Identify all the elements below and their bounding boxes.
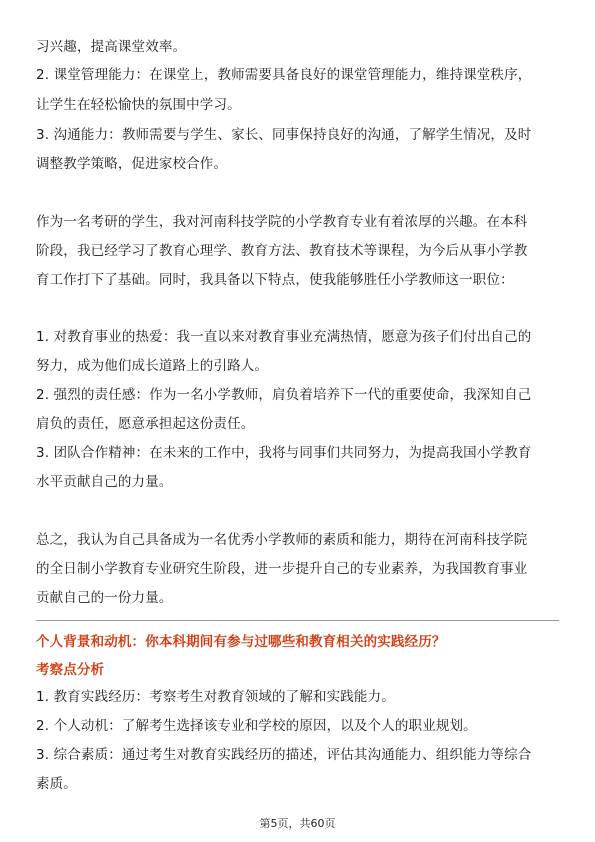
- analysis-item: 3. 综合素质：通过考生对教育实践经历的描述，评估其沟通能力、组织能力等综合: [36, 747, 532, 763]
- body-line: 总之，我认为自己具备成为一名优秀小学教师的素质和能力，期待在河南科技学院: [36, 532, 528, 548]
- section-divider: [36, 620, 559, 621]
- body-line: 3. 沟通能力：教师需要与学生、家长、同事保持良好的沟通，了解学生情况，及时: [36, 127, 532, 143]
- analysis-item: 1. 教育实践经历：考察考生对教育领域的了解和实践能力。: [36, 689, 395, 705]
- page-number: 第5页，共60页: [259, 817, 336, 830]
- body-line: 肩负的责任，愿意承担起这份责任。: [36, 416, 255, 432]
- body-line: 调整教学策略，促进家校合作。: [36, 156, 228, 172]
- body-line: 阶段，我已经学习了教育心理学、教育方法、教育技术等课程，为今后从事小学教: [36, 243, 528, 259]
- analysis-item: 2. 个人动机：了解考生选择该专业和学校的原因，以及个人的职业规划。: [36, 718, 477, 734]
- analysis-item: 素质。: [36, 776, 77, 792]
- analysis-heading: 考察点分析: [36, 662, 105, 678]
- body-line: 水平贡献自己的力量。: [36, 474, 173, 490]
- body-line: 贡献自己的一份力量。: [36, 590, 173, 606]
- body-line: 习兴趣，提高课堂效率。: [36, 39, 187, 55]
- body-line: 1. 对教育事业的热爱：我一直以来对教育事业充满热情，愿意为孩子们付出自己的: [36, 329, 532, 345]
- body-line: 2. 强烈的责任感：作为一名小学教师，肩负着培养下一代的重要使命，我深知自己: [36, 387, 532, 403]
- question-heading: 个人背景和动机：你本科期间有参与过哪些和教育相关的实践经历？: [36, 634, 446, 650]
- body-line: 让学生在轻松愉快的氛围中学习。: [36, 97, 241, 113]
- body-line: 3. 团队合作精神：在未来的工作中，我将与同事们共同努力，为提高我国小学教育: [36, 445, 532, 461]
- body-line: 的全日制小学教育专业研究生阶段，进一步提升自己的专业素养，为我国教育事业: [36, 561, 528, 577]
- body-line: 努力，成为他们成长道路上的引路人。: [36, 358, 269, 374]
- body-line: 育工作打下了基础。同时，我具备以下特点，使我能够胜任小学教师这一职位：: [36, 272, 514, 288]
- body-line: 2. 课堂管理能力：在课堂上，教师需要具备良好的课堂管理能力，维持课堂秩序，: [36, 67, 532, 83]
- body-line: 作为一名考研的学生，我对河南科技学院的小学教育专业有着浓厚的兴趣。在本科: [36, 214, 528, 230]
